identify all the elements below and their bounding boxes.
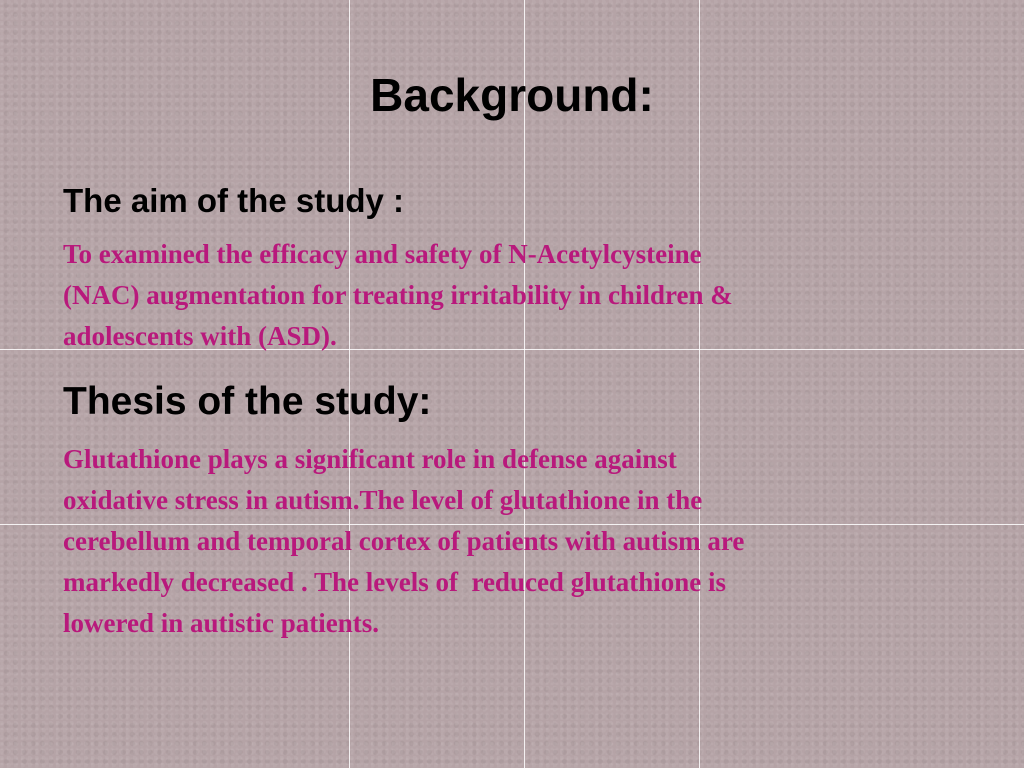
thesis-heading: Thesis of the study: — [63, 380, 432, 423]
aim-line: (NAC) augmentation for treating irritability in children & — [63, 280, 733, 310]
aim-line: adolescents with (ASD). — [63, 321, 337, 351]
thesis-line: oxidative stress in autism.The level of glutathione in the — [63, 485, 703, 515]
aim-heading: The aim of the study : — [63, 182, 405, 219]
thesis-line: markedly decreased . The levels of reduced glutathione is — [63, 567, 726, 597]
thesis-line: lowered in autistic patients. — [63, 608, 379, 638]
aim-text — [63, 234, 943, 357]
aim-line: To examined the efficacy and safety of N-Acetylcysteine — [63, 239, 702, 269]
thesis-line: cerebellum and temporal cortex of patients with autism are — [63, 526, 745, 556]
thesis-text — [63, 439, 943, 644]
thesis-line: Glutathione plays a significant role in defense against — [63, 444, 677, 474]
slide-title: Background: — [370, 69, 654, 121]
